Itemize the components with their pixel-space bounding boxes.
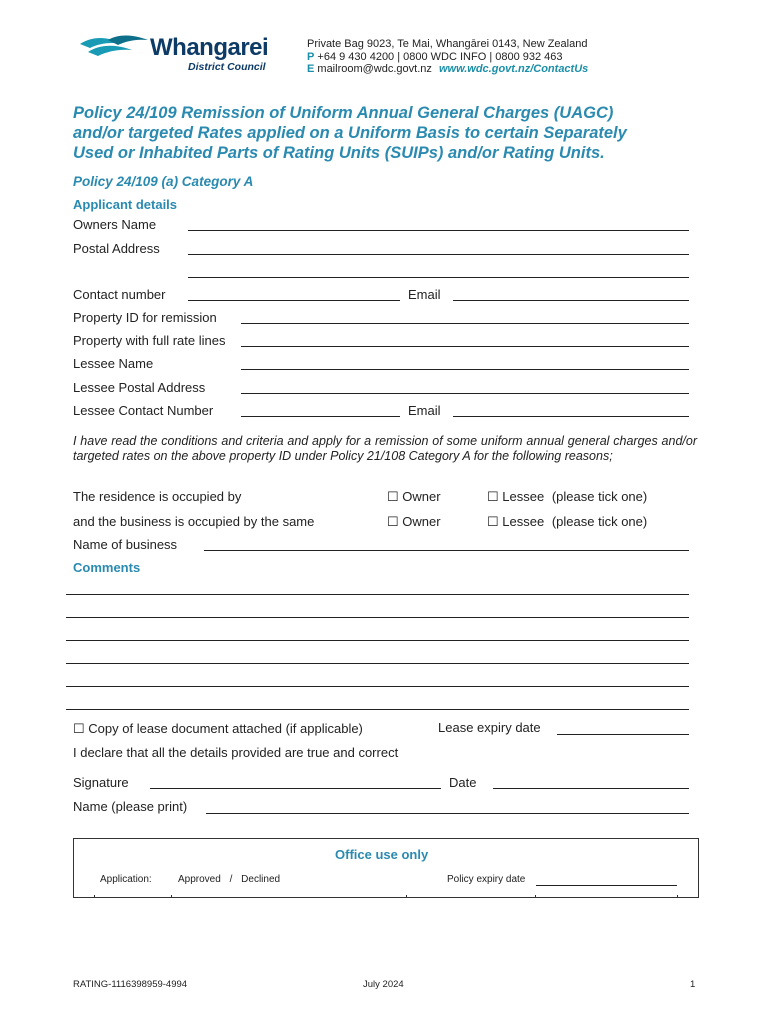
- owner-label: Owner: [402, 489, 441, 504]
- residence-label: The residence is occupied by: [73, 489, 242, 504]
- application-label: Application:: [100, 874, 152, 885]
- name-print-field[interactable]: [206, 813, 689, 814]
- applicant-heading: Applicant details: [73, 197, 178, 212]
- policy-title-line1: Policy 24/109 Remission of Uniform Annual General Charges (UAGC): [73, 104, 614, 122]
- signature-label: Signature: [73, 775, 129, 790]
- property-full-rate-label: Property with full rate lines: [73, 333, 226, 348]
- header-website[interactable]: www.wdc.govt.nz/ContactUs: [438, 63, 589, 75]
- header-email-row: [307, 63, 588, 75]
- box-tick-mark: [677, 895, 678, 898]
- checkbox-icon: ☐: [73, 721, 85, 736]
- office-use-title: Office use only: [335, 847, 429, 862]
- declare-statement: I declare that all the details provided are true and correct: [73, 745, 399, 760]
- signature-field[interactable]: [150, 788, 441, 789]
- box-tick-mark: [535, 895, 536, 898]
- owner-label: Owner: [402, 514, 441, 529]
- office-use-box: [73, 838, 699, 898]
- email-label: E: [307, 63, 315, 75]
- postal-address-label: Postal Address: [73, 241, 160, 256]
- contact-number-field[interactable]: [188, 300, 400, 301]
- approved-label: Approved: [178, 874, 221, 885]
- comments-line-3[interactable]: [66, 640, 689, 641]
- lessee-label: Lessee: [502, 489, 545, 504]
- comments-line-6[interactable]: [66, 709, 689, 710]
- property-id-field[interactable]: [241, 323, 689, 324]
- date-label: Date: [449, 775, 477, 790]
- checkbox-icon: ☐: [387, 514, 399, 529]
- phone-label: P: [307, 51, 315, 63]
- lessee-name-label: Lessee Name: [73, 356, 154, 371]
- lease-expiry-label: Lease expiry date: [438, 720, 541, 735]
- footer-reference: RATING-1116398959-4994: [73, 979, 188, 990]
- checkbox-icon: ☐: [387, 489, 399, 504]
- lessee-name-field[interactable]: [241, 369, 689, 370]
- header-address: Private Bag 9023, Te Mai, Whangārei 0143, New Zealand: [307, 38, 588, 50]
- property-full-rate-field[interactable]: [241, 346, 689, 347]
- lessee-email-field[interactable]: [453, 416, 689, 417]
- business-lessee-checkbox[interactable]: [487, 514, 647, 530]
- comments-line-4[interactable]: [66, 663, 689, 664]
- decision-options: [178, 874, 280, 885]
- page-number: 1: [690, 979, 696, 990]
- lease-expiry-field[interactable]: [557, 734, 689, 735]
- lessee-label: Lessee: [502, 514, 545, 529]
- email-label: Email: [408, 287, 441, 302]
- decision-separator: /: [229, 874, 233, 885]
- owners-name-label: Owners Name: [73, 217, 157, 232]
- declined-label: Declined: [241, 874, 281, 885]
- box-tick-mark: [94, 895, 95, 898]
- contact-number-label: Contact number: [73, 287, 166, 302]
- footer-date: July 2024: [363, 979, 404, 990]
- logo-subtitle: District Council: [188, 61, 266, 73]
- business-name-field[interactable]: [204, 550, 689, 551]
- checkbox-icon: ☐: [487, 489, 499, 504]
- lessee-contact-field[interactable]: [241, 416, 400, 417]
- tick-hint: (please tick one): [551, 489, 648, 504]
- business-owner-checkbox[interactable]: [387, 514, 441, 530]
- comments-line-2[interactable]: [66, 617, 689, 618]
- date-field[interactable]: [493, 788, 689, 789]
- business-name-label: Name of business: [73, 537, 178, 552]
- lease-copy-label: Copy of lease document attached (if applicable): [88, 721, 363, 736]
- logo-name: Whangarei: [150, 34, 269, 61]
- email-field[interactable]: [453, 300, 689, 301]
- header-phone: +64 9 430 4200 | 0800 WDC INFO | 0800 932 463: [317, 51, 563, 63]
- box-tick-mark: [406, 895, 407, 898]
- postal-address-field-2[interactable]: [188, 277, 689, 278]
- owners-name-field[interactable]: [188, 230, 689, 231]
- lessee-postal-label: Lessee Postal Address: [73, 380, 206, 395]
- tick-hint: (please tick one): [551, 514, 648, 529]
- lessee-email-label: Email: [408, 403, 441, 418]
- residence-owner-checkbox[interactable]: [387, 489, 441, 505]
- declaration-paragraph: I have read the conditions and criteria and apply for a remission of some uniform annual general charges and/or targeted rates on the above property ID under Policy 21/108 Category A for the following reasons;: [73, 434, 697, 463]
- name-print-label: Name (please print): [73, 799, 188, 814]
- policy-title-line2: and/or targeted Rates applied on a Uniform Basis to certain Separately: [73, 124, 627, 142]
- postal-address-field-1[interactable]: [188, 254, 689, 255]
- comments-heading: Comments: [73, 560, 141, 575]
- checkbox-icon: ☐: [487, 514, 499, 529]
- lease-copy-checkbox[interactable]: [73, 721, 363, 737]
- lessee-contact-label: Lessee Contact Number: [73, 403, 214, 418]
- header-email[interactable]: mailroom@wdc.govt.nz: [317, 63, 432, 75]
- policy-expiry-label: Policy expiry date: [447, 874, 526, 885]
- policy-title-line3: Used or Inhabited Parts of Rating Units (SUIPs) and/or Rating Units.: [73, 144, 605, 162]
- property-id-label: Property ID for remission: [73, 310, 217, 325]
- business-label: and the business is occupied by the same: [73, 514, 315, 529]
- header-phone-row: [307, 51, 563, 63]
- comments-line-1[interactable]: [66, 594, 689, 595]
- comments-line-5[interactable]: [66, 686, 689, 687]
- lessee-postal-field[interactable]: [241, 393, 689, 394]
- residence-lessee-checkbox[interactable]: [487, 489, 647, 505]
- box-tick-mark: [171, 895, 172, 898]
- policy-subtitle: Policy 24/109 (a) Category A: [73, 174, 254, 189]
- logo-bird-icon: [78, 32, 152, 68]
- policy-expiry-field[interactable]: [536, 885, 677, 886]
